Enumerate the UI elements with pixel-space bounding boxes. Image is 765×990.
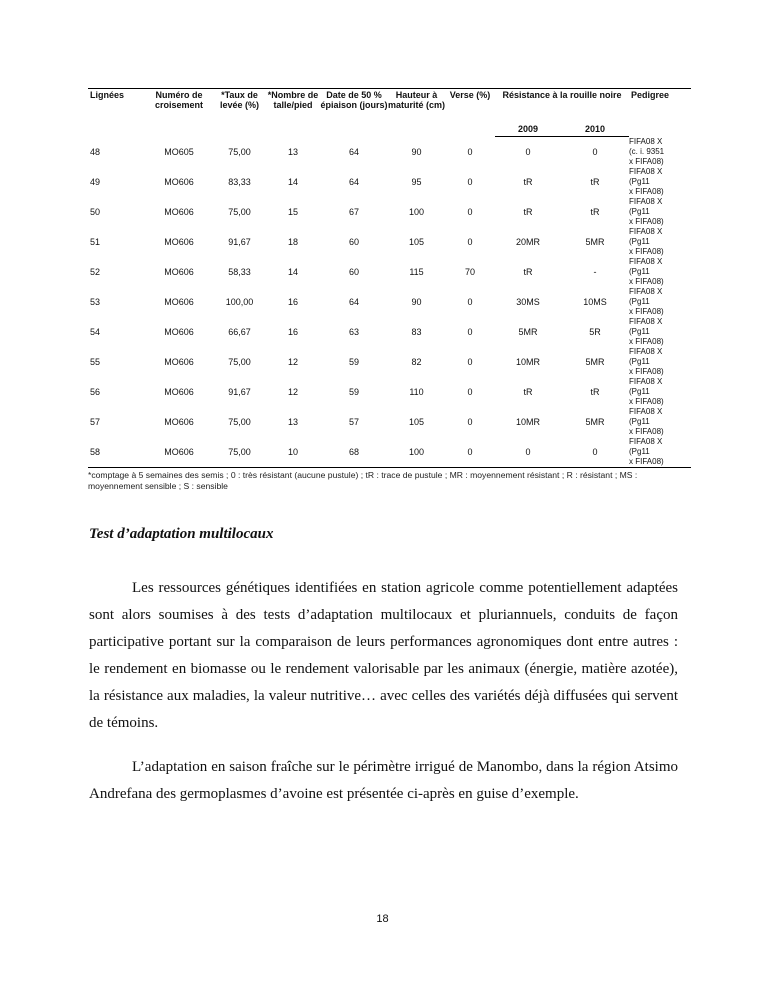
page-number: 18 bbox=[376, 913, 389, 925]
cell-croisement: MO606 bbox=[145, 437, 213, 468]
table-header-row bbox=[88, 89, 691, 125]
cell-resistance-2010: tR bbox=[590, 177, 600, 187]
cell-hauteur: 90 bbox=[411, 146, 422, 157]
cell-resistance-2010: tR bbox=[590, 207, 600, 217]
cell-resistance-2010: 0 bbox=[561, 437, 629, 468]
cell-nombre-talle: 13 bbox=[287, 146, 298, 157]
cell-pedigree bbox=[629, 347, 691, 377]
pedigree-line: FIFA08 X bbox=[629, 317, 663, 326]
pedigree-line: x FIFA08) bbox=[629, 367, 664, 376]
cell-nombre-talle: 14 bbox=[287, 177, 298, 187]
cell-lignee: 49 bbox=[90, 177, 101, 187]
pedigree-line: x FIFA08) bbox=[629, 307, 664, 316]
pedigree-line: (Pg11 bbox=[629, 357, 650, 366]
header-taux-levee: *Taux de levée (%) bbox=[213, 89, 266, 137]
cell-epiaison: 57 bbox=[348, 417, 359, 427]
pedigree-line: (Pg11 bbox=[629, 207, 650, 216]
cell-croisement: MO606 bbox=[164, 357, 194, 367]
cell-epiaison: 64 bbox=[348, 146, 359, 157]
cell-croisement: MO605 bbox=[164, 146, 194, 157]
cell-resistance-2009: tR bbox=[523, 267, 533, 277]
table-row bbox=[88, 377, 691, 407]
cell-pedigree bbox=[629, 287, 691, 317]
cell-taux-levee: 83,33 bbox=[228, 177, 251, 187]
cell-resistance-2010: 5MR bbox=[585, 417, 605, 427]
paragraph-2: L’adaptation en saison fraîche sur le périmètre irrigué de Manombo, dans la région Atsimo Andrefana des germoplasmes d’avoine est présentée ci-après en guise d’exemple. bbox=[89, 759, 678, 802]
table-footnote: *comptage à 5 semaines des semis ; 0 : très résistant (aucune pustule) ; tR : trace de pustule ; MR : moyennement résistant ; R : résistant ; MS : moyennement sensible ; S : sensible bbox=[88, 470, 638, 491]
pedigree-line: x FIFA08) bbox=[629, 156, 664, 166]
cell-nombre-talle: 14 bbox=[287, 267, 298, 277]
cell-verse: 0 bbox=[467, 207, 473, 217]
cell-nombre-talle: 12 bbox=[287, 357, 298, 367]
pedigree-line: FIFA08 X bbox=[629, 257, 663, 266]
cell-taux-levee: 100,00 bbox=[225, 297, 254, 307]
pedigree-line: (Pg11 bbox=[629, 237, 650, 246]
cell-epiaison: 60 bbox=[348, 237, 359, 247]
cell-lignee: 51 bbox=[90, 237, 101, 247]
cell-verse: 70 bbox=[464, 267, 475, 277]
pedigree-line: (Pg11 bbox=[629, 177, 650, 186]
cell-resistance-2009: 30MS bbox=[516, 297, 540, 307]
cell-verse: 0 bbox=[467, 387, 473, 397]
header-pedigree: Pedigree bbox=[629, 89, 691, 137]
pedigree-line: x FIFA08) bbox=[629, 277, 664, 286]
cell-epiaison: 59 bbox=[348, 387, 359, 397]
pedigree-line: FIFA08 X bbox=[629, 227, 663, 236]
pedigree-line: x FIFA08) bbox=[629, 397, 664, 406]
cell-lignee: 58 bbox=[88, 437, 145, 468]
cell-resistance-2009: 0 bbox=[525, 147, 531, 157]
cell-taux-levee: 75,00 bbox=[213, 437, 266, 468]
header-nombre-talle: *Nombre de talle/pied bbox=[266, 89, 320, 137]
cell-hauteur: 110 bbox=[409, 387, 424, 397]
pedigree-line: (Pg11 bbox=[629, 447, 650, 456]
header-year-2010: 2010 bbox=[561, 124, 629, 137]
cell-nombre-talle: 15 bbox=[287, 207, 298, 217]
pedigree-line: (c. i. 9351 bbox=[629, 146, 665, 156]
header-epiaison: Date de 50 % épiaison (jours) bbox=[320, 89, 388, 137]
pedigree-line: FIFA08 X bbox=[629, 136, 663, 146]
cell-lignee: 50 bbox=[90, 207, 101, 217]
cell-hauteur: 82 bbox=[411, 357, 422, 367]
table-row bbox=[88, 257, 691, 287]
cell-taux-levee: 75,00 bbox=[228, 417, 251, 427]
table-row bbox=[88, 197, 691, 227]
cell-epiaison: 63 bbox=[348, 327, 359, 337]
header-year-2009: 2009 bbox=[495, 124, 561, 137]
pedigree-line: x FIFA08) bbox=[629, 457, 664, 466]
cell-pedigree bbox=[629, 197, 691, 227]
cell-lignee: 48 bbox=[90, 146, 101, 157]
cell-pedigree bbox=[629, 437, 691, 468]
cell-nombre-talle: 12 bbox=[287, 387, 298, 397]
header-hauteur: Hauteur à maturité (cm) bbox=[388, 89, 445, 137]
results-table-section bbox=[88, 88, 691, 492]
header-resistance: Résistance à la rouille noire bbox=[495, 89, 629, 125]
cell-lignee: 52 bbox=[90, 267, 101, 277]
pedigree-line: x FIFA08) bbox=[629, 247, 664, 256]
cell-croisement: MO606 bbox=[164, 207, 194, 217]
table-row bbox=[88, 167, 691, 197]
cell-nombre-talle: 18 bbox=[287, 237, 298, 247]
pedigree-line: FIFA08 X bbox=[629, 437, 663, 446]
cell-hauteur: 105 bbox=[408, 417, 425, 427]
cell-hauteur: 95 bbox=[411, 177, 422, 187]
cell-taux-levee: 75,00 bbox=[228, 357, 251, 367]
cell-resistance-2010: - bbox=[593, 267, 597, 277]
pedigree-line: (Pg11 bbox=[629, 297, 650, 306]
header-croisement: Numéro de croisement bbox=[145, 89, 213, 137]
cell-resistance-2010: 5R bbox=[589, 327, 601, 337]
cell-hauteur: 105 bbox=[408, 237, 425, 247]
cell-pedigree bbox=[629, 407, 691, 437]
cell-pedigree bbox=[629, 167, 691, 197]
cell-taux-levee: 75,00 bbox=[228, 146, 251, 157]
table-row bbox=[88, 317, 691, 347]
pedigree-line: FIFA08 X bbox=[629, 407, 663, 416]
cell-taux-levee: 75,00 bbox=[228, 207, 251, 217]
pedigree-line: x FIFA08) bbox=[629, 427, 664, 436]
cell-resistance-2009: 10MR bbox=[515, 357, 540, 367]
cell-epiaison: 59 bbox=[348, 357, 359, 367]
table-row bbox=[88, 347, 691, 377]
cell-nombre-talle: 16 bbox=[287, 297, 298, 307]
cell-resistance-2010: tR bbox=[590, 387, 600, 397]
cell-resistance-2009: 10MR bbox=[515, 417, 540, 427]
pedigree-line: x FIFA08) bbox=[629, 217, 664, 226]
pedigree-line: FIFA08 X bbox=[629, 197, 663, 206]
cell-verse: 0 bbox=[467, 327, 473, 337]
cell-hauteur: 115 bbox=[409, 267, 424, 277]
cell-verse: 0 bbox=[467, 417, 473, 427]
paragraph-1: Les ressources génétiques identifiées en station agricole comme potentiellement adaptées sont alors soumises à des tests d’adaptation multilocaux et pluriannuels, conduits de façon participative portant sur la comparaison de leurs performances agronomiques dont entre autres : le rendement en biomasse ou le rendement valorisable par les animaux (énergie, matière azotée), la résistance aux maladies, la valeur nutritive… avec celles des variétés déjà diffusées qui servent de témoins. bbox=[89, 580, 678, 731]
cell-resistance-2009: 20MR bbox=[515, 237, 540, 247]
cell-nombre-talle: 16 bbox=[287, 327, 298, 337]
cell-taux-levee: 58,33 bbox=[228, 267, 251, 277]
cell-taux-levee: 66,67 bbox=[228, 327, 251, 337]
cell-resistance-2009: tR bbox=[523, 387, 533, 397]
cell-taux-levee: 91,67 bbox=[228, 387, 251, 397]
cell-resistance-2009: 5MR bbox=[518, 327, 538, 337]
pedigree-line: FIFA08 X bbox=[629, 167, 663, 176]
cell-resistance-2009: 0 bbox=[495, 437, 561, 468]
pedigree-line: FIFA08 X bbox=[629, 347, 663, 356]
cell-croisement: MO606 bbox=[164, 417, 194, 427]
pedigree-line: (Pg11 bbox=[629, 327, 650, 336]
header-verse: Verse (%) bbox=[445, 89, 495, 137]
cell-resistance-2009: tR bbox=[523, 207, 533, 217]
cell-croisement: MO606 bbox=[164, 177, 194, 187]
cell-verse: 0 bbox=[467, 177, 473, 187]
cell-croisement: MO606 bbox=[164, 327, 194, 337]
cell-hauteur: 100 bbox=[388, 437, 445, 468]
table-row bbox=[88, 227, 691, 257]
section-heading: Test d’adaptation multilocaux bbox=[89, 526, 274, 542]
cell-croisement: MO606 bbox=[164, 387, 194, 397]
cell-epiaison: 64 bbox=[348, 177, 359, 187]
cell-pedigree bbox=[629, 137, 691, 168]
cell-hauteur: 100 bbox=[408, 207, 425, 217]
pedigree-line: x FIFA08) bbox=[629, 337, 664, 346]
cell-verse: 0 bbox=[467, 237, 473, 247]
cell-pedigree bbox=[629, 377, 691, 407]
cell-verse: 0 bbox=[445, 437, 495, 468]
cell-croisement: MO606 bbox=[164, 297, 194, 307]
header-lignees: Lignées bbox=[88, 89, 145, 137]
cell-nombre-talle: 10 bbox=[266, 437, 320, 468]
cell-resistance-2009: tR bbox=[523, 177, 533, 187]
table-row bbox=[88, 137, 691, 168]
cell-pedigree bbox=[629, 317, 691, 347]
cell-resistance-2010: 10MS bbox=[583, 297, 607, 307]
table-body bbox=[88, 137, 691, 468]
pedigree-line: (Pg11 bbox=[629, 387, 650, 396]
cell-lignee: 54 bbox=[90, 327, 101, 337]
pedigree-line: x FIFA08) bbox=[629, 187, 664, 196]
table-row bbox=[88, 437, 691, 468]
cell-epiaison: 64 bbox=[348, 297, 359, 307]
cell-lignee: 56 bbox=[90, 387, 101, 397]
cell-verse: 0 bbox=[467, 297, 473, 307]
cell-pedigree bbox=[629, 257, 691, 287]
table-row bbox=[88, 407, 691, 437]
cell-nombre-talle: 13 bbox=[287, 417, 298, 427]
pedigree-line: (Pg11 bbox=[629, 267, 650, 276]
cell-croisement: MO606 bbox=[164, 267, 194, 277]
cell-verse: 0 bbox=[467, 357, 473, 367]
cell-lignee: 57 bbox=[90, 417, 101, 427]
cell-taux-levee: 91,67 bbox=[228, 237, 251, 247]
cell-epiaison: 68 bbox=[320, 437, 388, 468]
cell-pedigree bbox=[629, 227, 691, 257]
pedigree-line: (Pg11 bbox=[629, 417, 650, 426]
cell-verse: 0 bbox=[467, 146, 473, 157]
cell-croisement: MO606 bbox=[164, 237, 194, 247]
cell-lignee: 55 bbox=[90, 357, 101, 367]
cell-epiaison: 67 bbox=[348, 207, 359, 217]
cell-hauteur: 90 bbox=[411, 297, 422, 307]
cell-resistance-2010: 5MR bbox=[585, 357, 605, 367]
pedigree-line: FIFA08 X bbox=[629, 377, 663, 386]
pedigree-line: FIFA08 X bbox=[629, 287, 663, 296]
cell-epiaison: 60 bbox=[348, 267, 359, 277]
cell-hauteur: 83 bbox=[411, 327, 422, 337]
cell-lignee: 53 bbox=[90, 297, 101, 307]
oat-lines-table bbox=[88, 88, 691, 468]
cell-resistance-2010: 0 bbox=[592, 147, 598, 157]
table-row bbox=[88, 287, 691, 317]
cell-resistance-2010: 5MR bbox=[585, 237, 605, 247]
